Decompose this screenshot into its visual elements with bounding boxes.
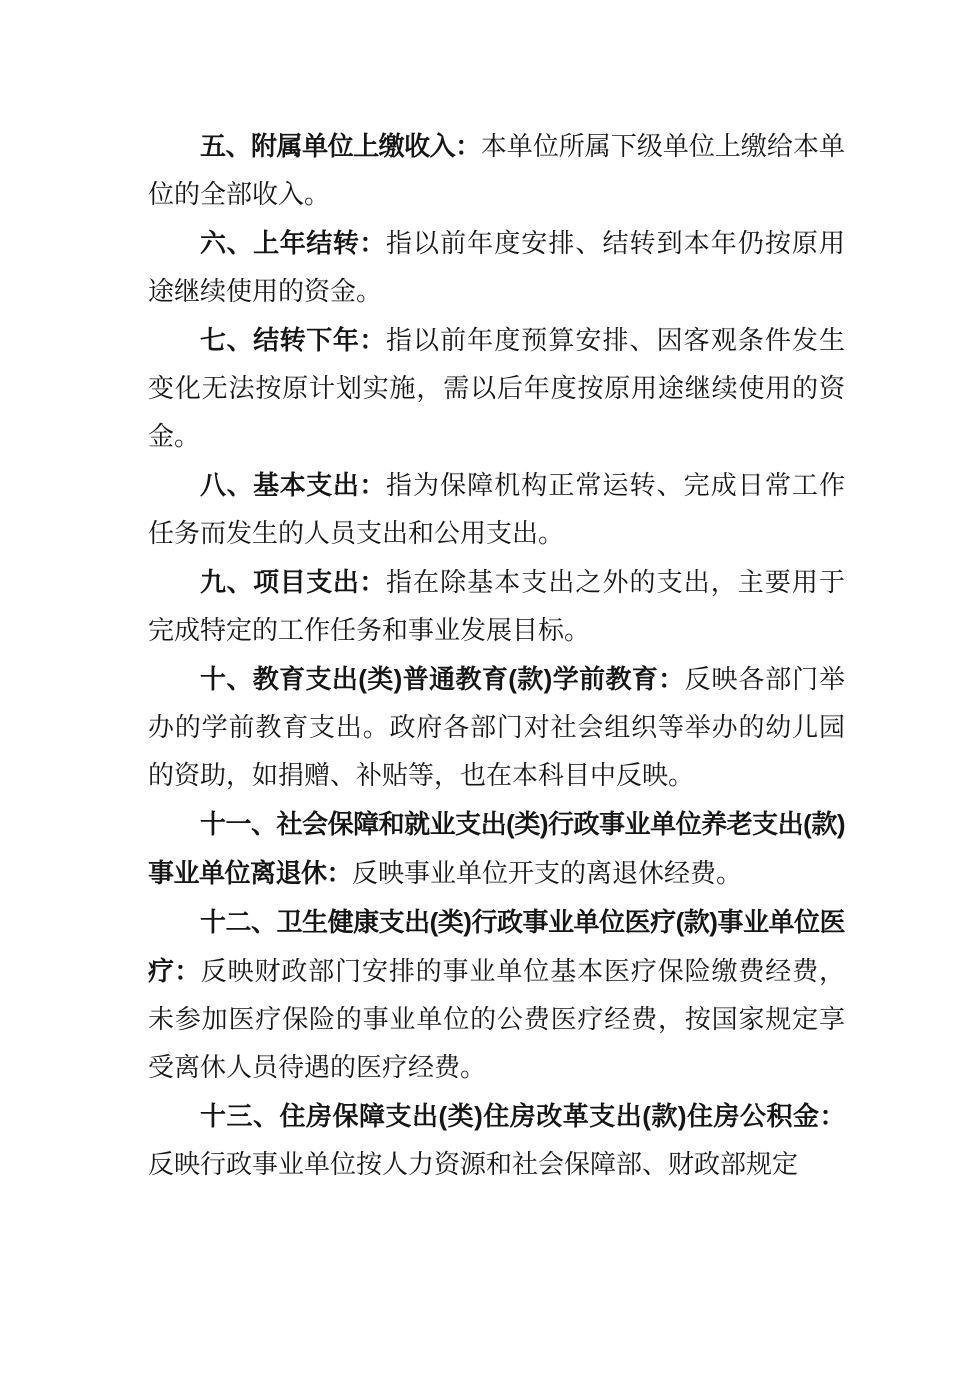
definition-paragraph-5 <box>148 122 845 219</box>
definition-paragraph-11 <box>148 800 845 898</box>
term-definition: 反映财政部门安排的事业单位基本医疗保险缴费经费，未参加医疗保险的事业单位的公费医疗经费，按国家规定享受离休人员待遇的医疗经费。 <box>148 957 845 1082</box>
definition-paragraph-6 <box>148 219 845 316</box>
term-definition: 指为保障机构正常运转、完成日常工作任务而发生的人员支出和公用支出。 <box>148 471 845 548</box>
term-label: 七、结转下年： <box>200 325 386 355</box>
term-definition: 指以前年度安排、结转到本年仍按原用途继续使用的资金。 <box>148 229 845 306</box>
term-label: 十一、社会保障和就业支出(类)行政事业单位养老支出(款)事业单位离退休： <box>148 809 845 888</box>
term-definition: 反映行政事业单位按人力资源和社会保障部、财政部规定 <box>148 1150 799 1179</box>
definition-paragraph-9 <box>148 558 845 655</box>
definition-paragraph-13 <box>148 1092 845 1189</box>
term-definition: 指在除基本支出之外的支出，主要用于完成特定的工作任务和事业发展目标。 <box>148 568 845 645</box>
term-label: 八、基本支出： <box>200 470 386 500</box>
term-definition: 反映各部门举办的学前教育支出。政府各部门对社会组织等举办的幼儿园的资助，如捐赠、补贴等，也在本科目中反映。 <box>148 665 845 790</box>
term-label: 十、教育支出(类)普通教育(款)学前教育： <box>200 664 685 694</box>
term-definition: 本单位所属下级单位上缴给本单位的全部收入。 <box>148 132 845 209</box>
term-label: 六、上年结转： <box>200 228 386 258</box>
term-label: 十三、住房保障支出(类)住房改革支出(款)住房公积金： <box>200 1101 845 1131</box>
term-label: 九、项目支出： <box>200 567 386 597</box>
term-label: 五、附属单位上缴收入： <box>200 131 481 161</box>
term-definition: 指以前年度预算安排、因客观条件发生变化无法按原计划实施，需以后年度按原用途继续使用的资金。 <box>148 326 845 451</box>
definition-paragraph-8 <box>148 461 845 558</box>
term-definition: 反映事业单位开支的离退休经费。 <box>352 859 743 888</box>
definition-paragraph-7 <box>148 316 845 461</box>
term-label: 十二、卫生健康支出(类)行政事业单位医疗(款)事业单位医疗： <box>148 907 845 986</box>
document-body <box>148 122 845 1189</box>
definition-paragraph-10 <box>148 655 845 800</box>
definition-paragraph-12 <box>148 898 845 1092</box>
